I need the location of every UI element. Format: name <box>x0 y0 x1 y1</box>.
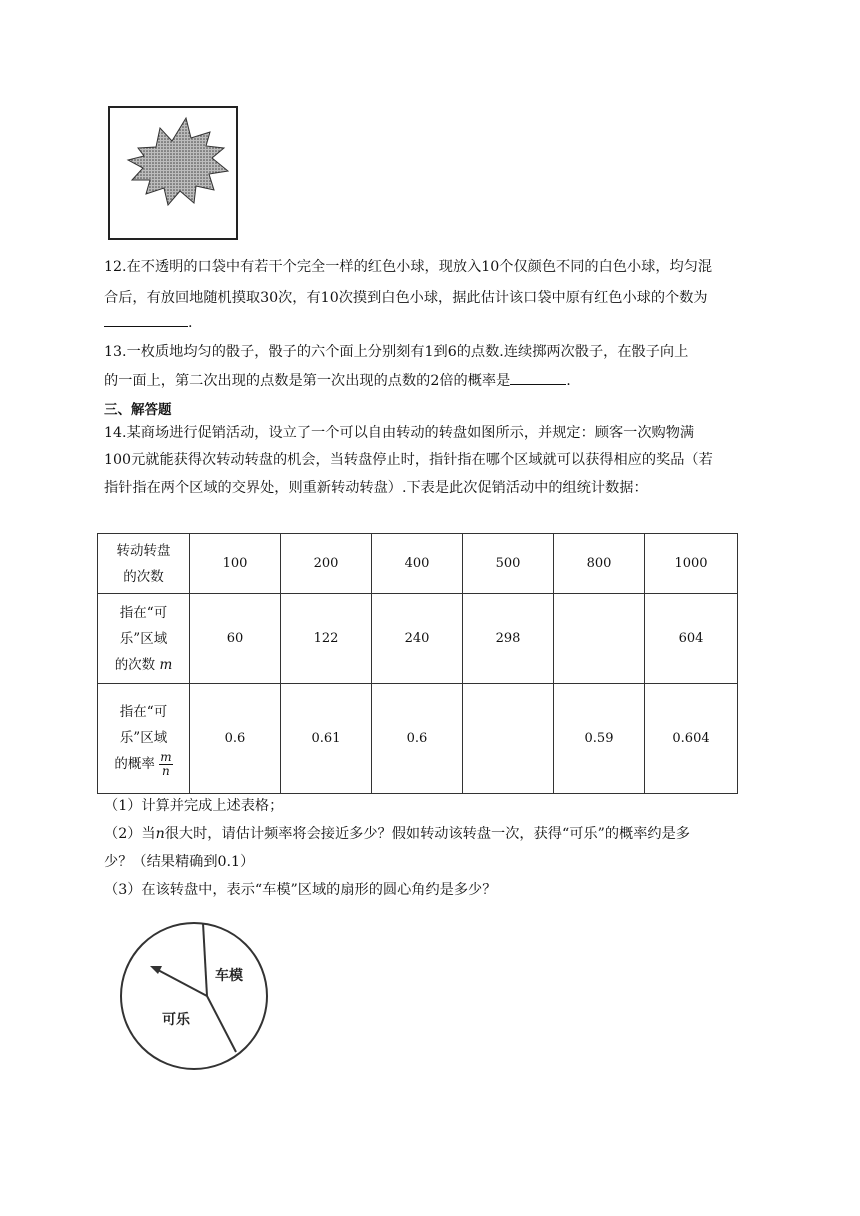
q13-line2: 的一面上，第二次出现的点数是第一次出现的点数的2倍的概率是 . <box>104 370 571 391</box>
table-cell: 60 <box>190 594 281 684</box>
answer-blank[interactable] <box>510 370 566 385</box>
q13-line1: 13.一枚质地均匀的骰子，骰子的六个面上分别刻有1到6的点数.连续掷两次骰子，在骰子向上 <box>104 344 689 360</box>
table-row <box>98 534 738 594</box>
answer-blank[interactable] <box>104 312 188 327</box>
table-cell-empty[interactable] <box>463 684 554 794</box>
label-car: 车模 <box>215 968 243 984</box>
sub-question-3: （3）在该转盘中，表示“车模”区域的扇形的圆心角约是多少？ <box>104 882 497 898</box>
sub-question-2-line2: 少？（结果精确到0.1） <box>104 854 255 870</box>
q12-line2: 合后，有放回地随机摸取30次，有10次摸到白色小球，据此估计该口袋中原有红色小球的个数为 <box>104 290 708 306</box>
table-row <box>98 684 738 794</box>
table-cell: 604 <box>645 594 738 684</box>
row-header: 指在“可 乐”区域 的概率 $\frac{m}{n}$ <box>98 684 190 794</box>
table-cell: 400 <box>372 534 463 594</box>
table-cell: 122 <box>281 594 372 684</box>
q14-line3: 指针指在两个区域的交界处，则重新转动转盘）.下表是此次促销活动中的组统计数据： <box>104 480 648 496</box>
row-header: 指在“可 乐”区域 的次数 m <box>98 594 190 684</box>
q13-line2-text: 的一面上，第二次出现的点数是第一次出现的点数的2倍的概率是 <box>104 373 511 389</box>
table-cell: 0.59 <box>554 684 645 794</box>
star-figure <box>108 106 238 240</box>
section-heading: 三、解答题 <box>104 402 172 418</box>
table-row <box>98 594 738 684</box>
q14-line1: 14.某商场进行促销活动，设立了一个可以自由转动的转盘如图所示，并规定：顾客一次购物满 <box>104 425 695 441</box>
star-burst-icon <box>110 108 236 238</box>
data-table <box>97 533 738 794</box>
table-cell: 1000 <box>645 534 738 594</box>
table-cell: 0.604 <box>645 684 738 794</box>
table-cell: 298 <box>463 594 554 684</box>
q12-line3: . <box>104 312 193 333</box>
q14-line2: 100元就能获得次转动转盘的机会，当转盘停止时，指针指在哪个区域就可以获得相应的奖品（若 <box>104 452 713 468</box>
spinner-circle <box>121 923 267 1069</box>
table-cell: 200 <box>281 534 372 594</box>
row-header: 转动转盘 的次数 <box>98 534 190 594</box>
sub-question-2-line1: （2）当n很大时，请估计频率将会接近多少？假如转动该转盘一次，获得“可乐”的概率约是多 <box>104 826 690 842</box>
table-cell: 0.61 <box>281 684 372 794</box>
table-cell: 500 <box>463 534 554 594</box>
fraction-m-over-n: $\frac{m}{n}$ <box>160 750 172 778</box>
q12-line1: 12.在不透明的口袋中有若干个完全一样的红色小球，现放入10个仅颜色不同的白色小球，均匀混 <box>104 259 713 275</box>
table-cell: 800 <box>554 534 645 594</box>
table-cell: 100 <box>190 534 281 594</box>
table-cell: 0.6 <box>372 684 463 794</box>
spinner-figure <box>118 920 270 1072</box>
label-cola: 可乐 <box>162 1012 190 1028</box>
table-cell-empty[interactable] <box>554 594 645 684</box>
sub-question-1: （1）计算并完成上述表格； <box>104 798 284 814</box>
table-cell: 0.6 <box>190 684 281 794</box>
table-cell: 240 <box>372 594 463 684</box>
